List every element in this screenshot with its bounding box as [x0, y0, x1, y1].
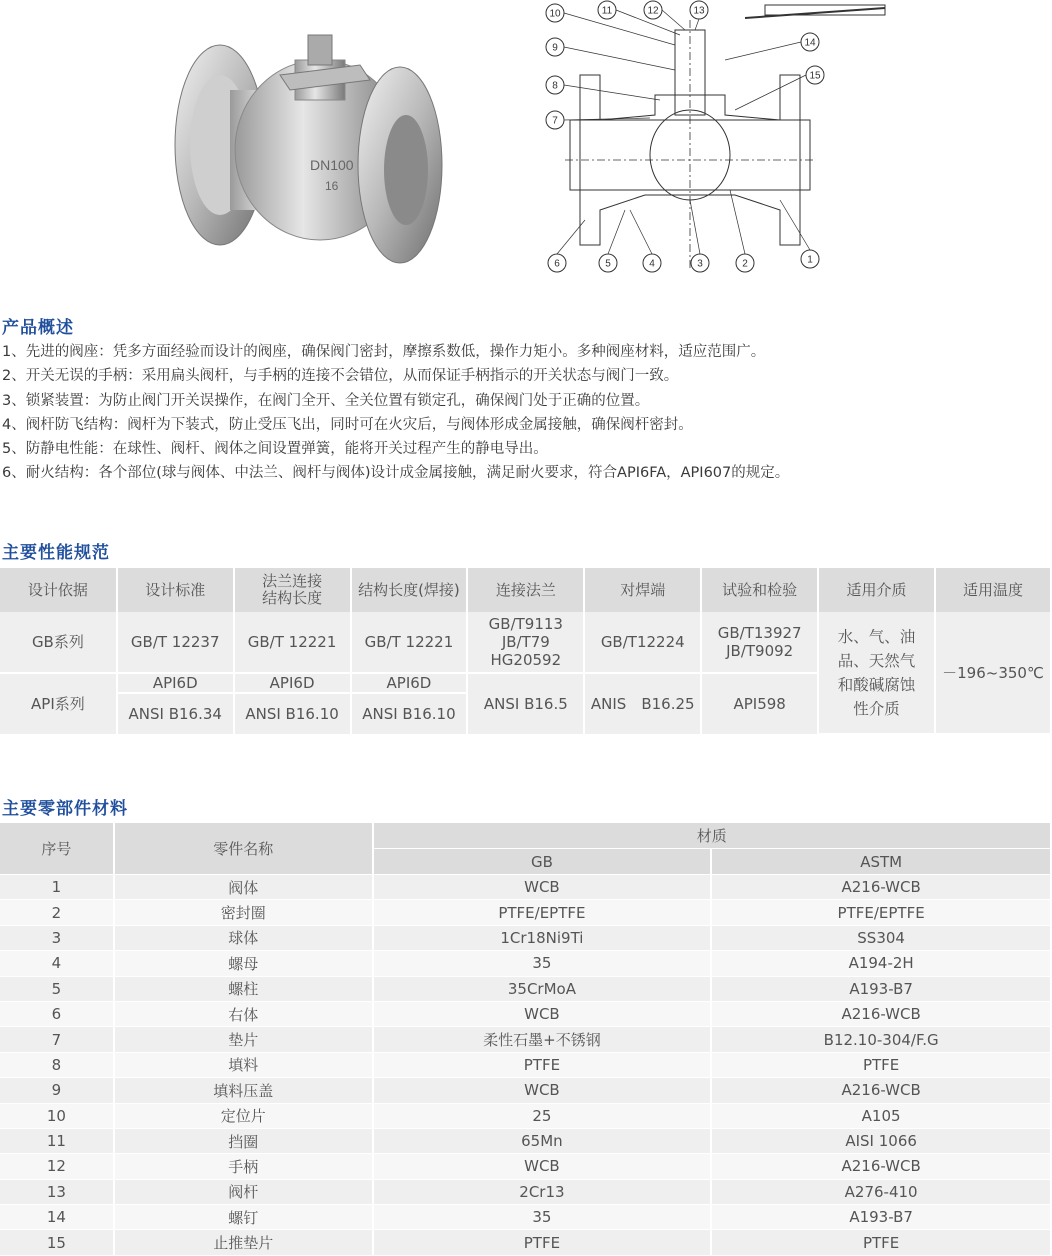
material-no: 15: [0, 1230, 114, 1255]
material-no: 14: [0, 1205, 114, 1230]
material-no: 8: [0, 1052, 114, 1077]
material-astm: A276-410: [711, 1179, 1051, 1204]
spec-header-conn: 连接法兰: [467, 568, 584, 612]
spec-gb-test1: GB/T13927: [717, 624, 802, 642]
spec-api-weld2: ANSI B16.10: [351, 693, 468, 734]
material-gb: WCB: [373, 1001, 712, 1026]
spec-table: [0, 568, 1052, 735]
material-gb: 35CrMoA: [373, 976, 712, 1001]
spec-gb-butt: GB/T12224: [584, 612, 701, 673]
callout-6: 6: [554, 258, 560, 270]
spec-header-basis: 设计依据: [0, 568, 117, 612]
callout-1: 1: [807, 254, 813, 266]
material-no: 10: [0, 1103, 114, 1128]
material-gb: PTFE: [373, 1052, 712, 1077]
spec-gb-weld: GB/T 12221: [351, 612, 468, 673]
spec-temp: －196~350℃: [935, 612, 1051, 734]
spec-api-flange1: API6D: [234, 673, 351, 693]
spec-gb-conn1: GB/T9113: [488, 615, 563, 633]
table-row: [0, 1179, 1051, 1204]
material-part-name: 手柄: [114, 1154, 373, 1179]
overview-item: 6、耐火结构：各个部位(球与阀体、中法兰、阀杆与阀体)设计成金属接触，满足耐火要求，符合API6FA，API607的规定。: [2, 465, 790, 482]
spec-header-weld: 结构长度(焊接): [351, 568, 468, 612]
overview-list: [2, 340, 1042, 486]
material-part-name: 垫片: [114, 1027, 373, 1052]
callout-11: 11: [601, 5, 613, 17]
material-astm: AISI 1066: [711, 1128, 1051, 1153]
overview-item: 1、先进的阀座：凭多方面经验而设计的阀座，确保阀门密封，摩擦系数低，操作力矩小。多种阀座材料，适应范围广。: [2, 344, 766, 360]
material-gb: 1Cr18Ni9Ti: [373, 925, 712, 950]
material-no: 6: [0, 1001, 114, 1026]
material-no: 2: [0, 900, 114, 925]
material-no: 3: [0, 925, 114, 950]
material-astm: B12.10-304/F.G: [711, 1027, 1051, 1052]
spec-gb-conn: [467, 612, 584, 673]
material-gb: PTFE: [373, 1230, 712, 1255]
materials-header-name: 零件名称: [114, 823, 373, 875]
spec-gb-conn3: HG20592: [490, 651, 562, 669]
material-astm: SS304: [711, 925, 1051, 950]
material-no: 5: [0, 976, 114, 1001]
table-row: [0, 976, 1051, 1001]
spec-gb-conn2: JB/T79: [501, 633, 550, 651]
material-part-name: 阀体: [114, 875, 373, 900]
materials-title: 主要零部件材料: [2, 799, 128, 819]
spec-header-test: 试验和检验: [701, 568, 818, 612]
material-part-name: 螺柱: [114, 976, 373, 1001]
table-row: [0, 1001, 1051, 1026]
spec-medium-line: 性介质: [853, 699, 900, 718]
material-no: 1: [0, 875, 114, 900]
callout-14: 14: [804, 37, 816, 49]
spec-api-flange2: ANSI B16.10: [234, 693, 351, 734]
material-part-name: 填料: [114, 1052, 373, 1077]
table-row: [0, 1154, 1051, 1179]
spec-api-butt: ANIS B16.25: [584, 673, 701, 734]
spec-api-name: API系列: [0, 673, 117, 734]
callout-8: 8: [552, 80, 558, 92]
callout-4: 4: [649, 258, 655, 270]
callout-5: 5: [605, 258, 611, 270]
table-row: [0, 875, 1051, 900]
overview-item: 2、开关无误的手柄：采用扁头阀杆，与手柄的连接不会错位，从而保证手柄指示的开关状态与阀门一致。: [2, 368, 679, 385]
material-gb: 35: [373, 951, 712, 976]
material-part-name: 右体: [114, 1001, 373, 1026]
material-astm: A193-B7: [711, 1205, 1051, 1230]
table-row: [0, 1205, 1051, 1230]
material-astm: A105: [711, 1103, 1051, 1128]
material-part-name: 密封圈: [114, 900, 373, 925]
material-astm: A193-B7: [711, 976, 1051, 1001]
material-gb: WCB: [373, 1154, 712, 1179]
spec-title: 主要性能规范: [2, 543, 110, 563]
material-astm: A216-WCB: [711, 1154, 1051, 1179]
material-gb: 2Cr13: [373, 1179, 712, 1204]
spec-medium-line: 水、气、油: [837, 627, 916, 646]
valve-photo: [160, 20, 460, 270]
material-no: 11: [0, 1128, 114, 1153]
materials-body: [0, 875, 1051, 1255]
materials-header-material: 材质: [373, 823, 1051, 849]
material-part-name: 挡圈: [114, 1128, 373, 1153]
material-gb: WCB: [373, 875, 712, 900]
overview-item: 5、防静电性能：在球性、阀杆、阀体之间设置弹簧，能将开关过程产生的静电导出。: [2, 441, 548, 458]
material-part-name: 填料压盖: [114, 1078, 373, 1103]
callout-9: 9: [552, 42, 558, 54]
table-row: [0, 900, 1051, 925]
spec-gb-test2: JB/T9092: [726, 642, 794, 660]
callout-10: 10: [549, 8, 561, 20]
overview-item: 3、锁紧装置：为防止阀门开关误操作，在阀门全开、全关位置有锁定孔，确保阀门处于正确的位置。: [2, 392, 650, 409]
spec-header-butt: 对焊端: [584, 568, 701, 612]
table-row: [0, 1128, 1051, 1153]
spec-header-temp: 适用温度: [935, 568, 1051, 612]
materials-table: [0, 823, 1052, 1255]
material-no: 9: [0, 1078, 114, 1103]
spec-gb-flange: GB/T 12221: [234, 612, 351, 673]
materials-header-astm: ASTM: [711, 849, 1051, 875]
callout-7: 7: [552, 115, 558, 127]
spec-medium-line: 品、天然气: [837, 651, 916, 670]
materials-header-gb: GB: [373, 849, 712, 875]
photo-marking-pressure: 16: [325, 179, 339, 193]
material-part-name: 球体: [114, 925, 373, 950]
material-gb: PTFE/EPTFE: [373, 900, 712, 925]
spec-header-flange: [234, 568, 351, 612]
material-gb: WCB: [373, 1078, 712, 1103]
material-no: 4: [0, 951, 114, 976]
table-row: [0, 951, 1051, 976]
table-row: [0, 1027, 1051, 1052]
material-gb: 25: [373, 1103, 712, 1128]
materials-header-no: 序号: [0, 823, 114, 875]
spec-api-weld1: API6D: [351, 673, 468, 693]
material-astm: PTFE/EPTFE: [711, 900, 1051, 925]
material-part-name: 螺钉: [114, 1205, 373, 1230]
material-part-name: 螺母: [114, 951, 373, 976]
photo-marking-size: DN100: [310, 157, 354, 173]
callout-12: 12: [647, 5, 659, 17]
material-part-name: 定位片: [114, 1103, 373, 1128]
material-part-name: 止推垫片: [114, 1230, 373, 1255]
material-no: 7: [0, 1027, 114, 1052]
table-row: [0, 925, 1051, 950]
table-row: [0, 1078, 1051, 1103]
material-astm: PTFE: [711, 1230, 1051, 1255]
callout-3: 3: [697, 258, 703, 270]
callout-2: 2: [742, 258, 748, 270]
material-gb: 35: [373, 1205, 712, 1230]
material-no: 13: [0, 1179, 114, 1204]
overview-item: 4、阀杆防飞结构：阀杆为下装式，防止受压飞出，同时可在火灾后，与阀体形成金属接触，确保阀杆密封。: [2, 416, 693, 433]
overview-title: 产品概述: [2, 318, 74, 338]
material-astm: A216-WCB: [711, 875, 1051, 900]
spec-api-design2: ANSI B16.34: [117, 693, 234, 734]
material-part-name: 阀杆: [114, 1179, 373, 1204]
spec-header-flange-line2: 结构长度: [262, 589, 323, 607]
spec-gb-name: GB系列: [0, 612, 117, 673]
spec-medium: [818, 612, 935, 734]
material-astm: A194-2H: [711, 951, 1051, 976]
material-astm: A216-WCB: [711, 1001, 1051, 1026]
callout-15: 15: [809, 70, 821, 82]
material-gb: 柔性石墨+不锈钢: [373, 1027, 712, 1052]
material-astm: A216-WCB: [711, 1078, 1051, 1103]
spec-gb-design: GB/T 12237: [117, 612, 234, 673]
material-astm: PTFE: [711, 1052, 1051, 1077]
spec-header-medium: 适用介质: [818, 568, 935, 612]
table-row: [0, 1052, 1051, 1077]
table-row: [0, 1230, 1051, 1255]
spec-api-test: API598: [701, 673, 818, 734]
material-no: 12: [0, 1154, 114, 1179]
spec-header-design: 设计标准: [117, 568, 234, 612]
table-row: [0, 1103, 1051, 1128]
spec-medium-line: 和酸碱腐蚀: [837, 675, 916, 694]
callout-13: 13: [693, 5, 705, 17]
spec-api-conn: ANSI B16.5: [467, 673, 584, 734]
valve-section-drawing: [535, 0, 895, 280]
spec-gb-test: [701, 612, 818, 673]
material-gb: 65Mn: [373, 1128, 712, 1153]
spec-header-flange-line1: 法兰连接: [262, 572, 323, 590]
spec-api-design1: API6D: [117, 673, 234, 693]
